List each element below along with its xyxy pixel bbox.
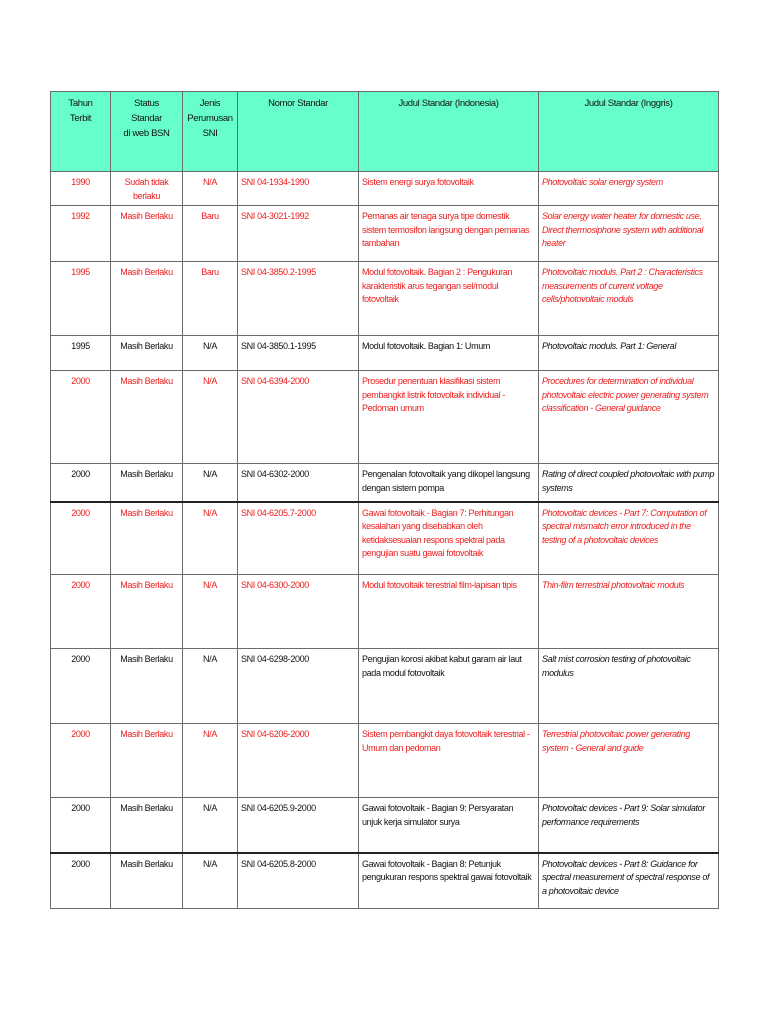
table-row	[51, 575, 719, 649]
cell-status: Masih Berlaku	[111, 649, 183, 724]
table-row	[51, 798, 719, 853]
cell-tahun: 2000	[51, 853, 111, 909]
cell-nomor: SNI 04-6302-2000	[238, 464, 359, 502]
table-row	[51, 724, 719, 798]
cell-status: Masih Berlaku	[111, 575, 183, 649]
cell-nomor: SNI 04-6300-2000	[238, 575, 359, 649]
cell-nomor: SNI 04-6298-2000	[238, 649, 359, 724]
cell-tahun: 1995	[51, 336, 111, 371]
table-row	[51, 336, 719, 371]
cell-judul-indonesia: Gawai fotovoltaik - Bagian 9: Persyaratan unjuk kerja simulator surya	[359, 798, 539, 853]
cell-judul-inggris: Photovoltaic devices - Part 9: Solar simulator performance requirements	[539, 798, 719, 853]
cell-judul-inggris: Solar energy water heater for domestic use, Direct thermosiphone system with additional heater	[539, 206, 719, 262]
cell-judul-indonesia: Sistem pembangkit daya fotovoltaik terestrial - Umum dan pedoman	[359, 724, 539, 798]
cell-status: Masih Berlaku	[111, 262, 183, 336]
table-row	[51, 371, 719, 464]
table-row	[51, 206, 719, 262]
cell-nomor: SNI 04-3850.2-1995	[238, 262, 359, 336]
cell-status: Masih Berlaku	[111, 724, 183, 798]
table-row	[51, 464, 719, 502]
cell-jenis: N/A	[183, 798, 238, 853]
cell-judul-indonesia: Modul fotovoltaik terestrial film-lapisan tipis	[359, 575, 539, 649]
cell-judul-indonesia: Pemanas air tenaga surya tipe domestik sistem termosifon langsung dengan pemanas tambahan	[359, 206, 539, 262]
cell-nomor: SNI 04-6205.7-2000	[238, 502, 359, 575]
cell-tahun: 2000	[51, 575, 111, 649]
cell-status: Masih Berlaku	[111, 464, 183, 502]
header-jenis: Jenis Perumusan SNI	[183, 92, 238, 172]
cell-status: Masih Berlaku	[111, 798, 183, 853]
cell-tahun: 2000	[51, 798, 111, 853]
cell-nomor: SNI 04-6205.8-2000	[238, 853, 359, 909]
cell-nomor: SNI 04-3021-1992	[238, 206, 359, 262]
cell-jenis: N/A	[183, 649, 238, 724]
cell-status: Masih Berlaku	[111, 853, 183, 909]
cell-jenis: N/A	[183, 371, 238, 464]
cell-judul-inggris: Photovoltaic devices - Part 8: Guidance for spectral measurement of spectral response of a photovoltaic device	[539, 853, 719, 909]
cell-jenis: Baru	[183, 262, 238, 336]
cell-nomor: SNI 04-6205.9-2000	[238, 798, 359, 853]
table-row	[51, 649, 719, 724]
cell-jenis: N/A	[183, 724, 238, 798]
cell-judul-inggris: Procedures for determination of individual photovoltaic electric power generating system classification - General guidance	[539, 371, 719, 464]
cell-tahun: 2000	[51, 371, 111, 464]
cell-jenis: N/A	[183, 502, 238, 575]
table-row	[51, 262, 719, 336]
cell-judul-inggris: Rating of direct coupled photovoltaic with pump systems	[539, 464, 719, 502]
cell-jenis: N/A	[183, 336, 238, 371]
cell-judul-indonesia: Prosedur penentuan klasifikasi sistem pembangkit listrik fotovoltaik individual - Pedoman umum	[359, 371, 539, 464]
standards-table	[50, 91, 719, 909]
cell-tahun: 1992	[51, 206, 111, 262]
cell-tahun: 1995	[51, 262, 111, 336]
table-row	[51, 853, 719, 909]
cell-judul-inggris: Photovoltaic solar energy system	[539, 172, 719, 206]
cell-jenis: N/A	[183, 575, 238, 649]
cell-judul-inggris: Photovoltaic devices - Part 7: Computation of spectral mismatch error introduced in the testing of a photovoltaic devices	[539, 502, 719, 575]
cell-judul-inggris: Photovoltaic moduls. Part 1: General	[539, 336, 719, 371]
cell-jenis: N/A	[183, 853, 238, 909]
header-status: Status Standar di web BSN	[111, 92, 183, 172]
cell-jenis: N/A	[183, 172, 238, 206]
cell-tahun: 2000	[51, 502, 111, 575]
cell-judul-indonesia: Modul fotovoltaik. Bagian 2 : Pengukuran karakteristik arus tegangan sel/modul fotovoltaik	[359, 262, 539, 336]
cell-nomor: SNI 04-6206-2000	[238, 724, 359, 798]
cell-judul-indonesia: Pengujian korosi akibat kabut garam air laut pada modul fotovoltaik	[359, 649, 539, 724]
cell-tahun: 2000	[51, 649, 111, 724]
cell-status: Masih Berlaku	[111, 336, 183, 371]
table-row	[51, 172, 719, 206]
cell-status: Masih Berlaku	[111, 206, 183, 262]
cell-judul-indonesia: Gawai fotovoltaik - Bagian 8: Petunjuk pengukuran respons spektral gawai fotovoltaik	[359, 853, 539, 909]
header-tahun: Tahun Terbit	[51, 92, 111, 172]
header-nomor: Nomor Standar	[238, 92, 359, 172]
header-row	[51, 92, 719, 172]
cell-jenis: N/A	[183, 464, 238, 502]
table-row	[51, 502, 719, 575]
cell-judul-inggris: Photovoltaic moduls. Part 2 : Characteristics measurements of current voltage cells/photovoltaic moduls	[539, 262, 719, 336]
cell-tahun: 1990	[51, 172, 111, 206]
cell-judul-inggris: Thin-film terrestrial photovoltaic moduls	[539, 575, 719, 649]
header-judul-indonesia: Judul Standar (Indonesia)	[359, 92, 539, 172]
cell-tahun: 2000	[51, 724, 111, 798]
cell-jenis: Baru	[183, 206, 238, 262]
cell-status: Masih Berlaku	[111, 502, 183, 575]
cell-nomor: SNI 04-3850.1-1995	[238, 336, 359, 371]
cell-judul-indonesia: Gawai fotovoltaik - Bagian 7: Perhitungan kesalahan yang disebabkan oleh ketidaksesuaian respons spektral pada pengujian suatu gawai fotovoltaik	[359, 502, 539, 575]
cell-nomor: SNI 04-1934-1990	[238, 172, 359, 206]
cell-status: Masih Berlaku	[111, 371, 183, 464]
header-judul-inggris: Judul Standar (Inggris)	[539, 92, 719, 172]
cell-nomor: SNI 04-6394-2000	[238, 371, 359, 464]
cell-judul-indonesia: Pengenalan fotovoltaik yang dikopel langsung dengan sistem pompa	[359, 464, 539, 502]
cell-status: Sudah tidak berlaku	[111, 172, 183, 206]
cell-tahun: 2000	[51, 464, 111, 502]
cell-judul-inggris: Terrestrial photovoltaic power generating system - General and guide	[539, 724, 719, 798]
cell-judul-indonesia: Modul fotovoltaik. Bagian 1: Umum	[359, 336, 539, 371]
cell-judul-inggris: Salt mist corrosion testing of photovoltaic modulus	[539, 649, 719, 724]
cell-judul-indonesia: Sistem energi surya fotovoltaik	[359, 172, 539, 206]
